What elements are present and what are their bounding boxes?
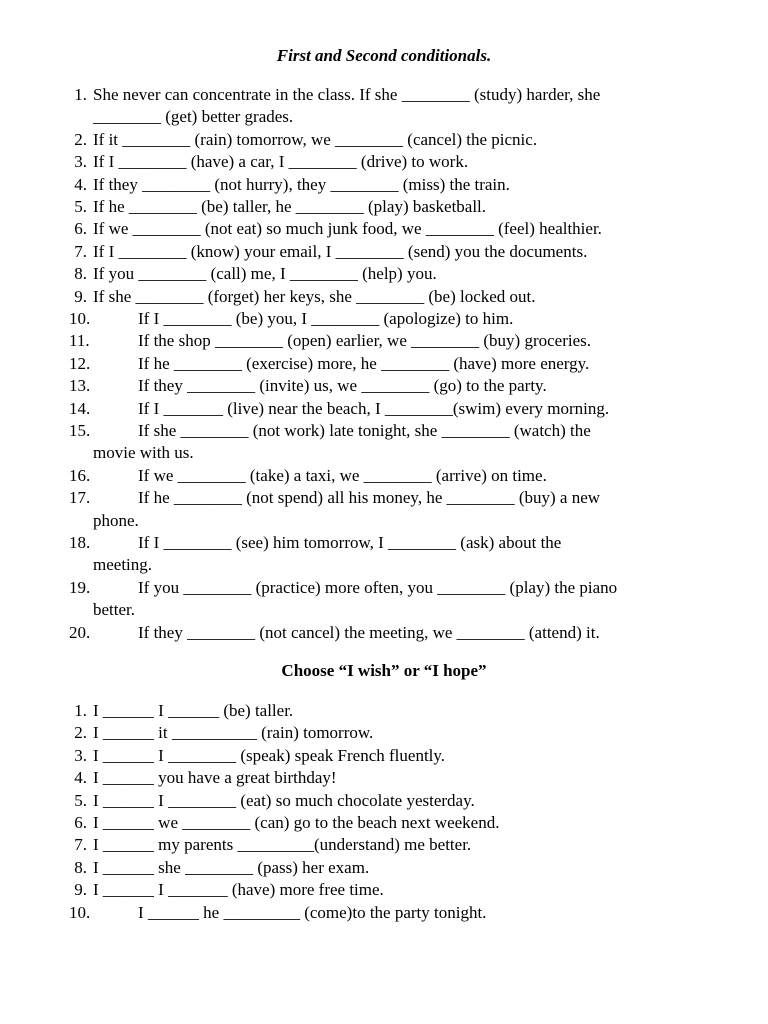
conditional-item-text: If they ________ (not cancel) the meeting, we ________ (attend) it. [138,622,600,642]
wish-item-text: I ______ he _________ (come)to the party tonight. [138,902,487,922]
wish-item-number: 9. [74,880,87,900]
conditional-item-text: If we ________ (take) a taxi, we ________ (arrive) on time. [138,465,547,485]
conditional-item-text: If she ________ (forget) her keys, she ________ (be) locked out. [93,286,536,306]
wish-item-number: 6. [74,813,87,832]
conditional-item-text: If we ________ (not eat) so much junk food, we ________ (feel) healthier. [93,219,602,239]
conditional-item-number: 10. [69,309,91,328]
wish-item-text: I ______ my parents _________(understand) me better. [93,835,472,855]
conditional-item-text: If I ________ (have) a car, I ________ (drive) to work. [93,152,469,172]
wish-item-number: 5. [74,790,87,810]
conditional-item-text: If I ________ (be) you, I ________ (apologize) to him. [138,309,514,328]
conditional-item-text-continued: ________ (get) better grades. [93,107,294,127]
conditional-item-number: 16. [69,465,91,485]
wish-item-number: 7. [74,835,87,855]
wish-item-number: 1. [74,701,87,720]
conditional-item-number: 11. [69,331,90,351]
wish-item-text: I ______ you have a great birthday! [93,768,337,788]
conditional-item-text: If he ________ (not spend) all his money, he ________ (buy) a new [138,488,601,508]
conditional-item-text-continued: meeting. [93,555,153,575]
wish-item-number: 2. [74,723,87,743]
conditional-item-number: 6. [74,219,87,239]
conditional-item-text: If I ________ (see) him tomorrow, I ________ (ask) about the [138,533,562,552]
wish-item-text: I ______ it __________ (rain) tomorrow. [93,723,374,743]
wish-item-number: 3. [74,745,87,765]
conditional-item-text: If I _______ (live) near the beach, I ________(swim) every morning. [138,398,610,418]
conditional-item-number: 19. [69,577,91,597]
wish-item-text: I ______ I ______ (be) taller. [93,701,294,720]
conditional-item-text-continued: phone. [93,510,139,530]
conditional-item-text: If you ________ (practice) more often, you ________ (play) the piano [138,577,618,597]
wish-item-text: I ______ I ________ (eat) so much chocolate yesterday. [93,790,475,810]
wish-item-text: I ______ she ________ (pass) her exam. [93,857,370,877]
conditional-item-text: She never can concentrate in the class. If she ________ (study) harder, she [93,85,601,104]
conditional-item-text: If they ________ (not hurry), they ________ (miss) the train. [93,174,510,194]
conditional-item-number: 2. [74,129,87,149]
conditional-item-text: If it ________ (rain) tomorrow, we ________ (cancel) the picnic. [93,129,538,149]
conditional-item-number: 1. [74,85,87,104]
conditional-item-text: If he ________ (exercise) more, he ________ (have) more energy. [138,353,590,373]
conditional-item-text: If you ________ (call) me, I ________ (help) you. [93,264,437,284]
wish-item-text: I ______ I ________ (speak) speak French fluently. [93,745,446,765]
conditional-item-number: 3. [74,152,87,172]
conditional-item-number: 15. [69,421,91,440]
wish-item-number: 4. [74,768,87,788]
conditional-item-number: 18. [69,533,91,552]
conditional-item-number: 13. [69,376,91,396]
conditional-item-number: 20. [69,622,91,642]
conditional-item-number: 12. [69,353,91,373]
conditional-item-number: 17. [69,488,91,508]
conditional-item-text: If she ________ (not work) late tonight, she ________ (watch) the [138,421,591,440]
section-title-conditionals: First and Second conditionals. [276,46,492,65]
conditional-item-number: 5. [74,197,87,216]
wish-item-number: 8. [74,857,87,877]
conditional-item-text: If they ________ (invite) us, we ________ (go) to the party. [138,376,547,396]
section-title-wish-hope: Choose “I wish” or “I hope” [281,661,487,680]
conditional-item-number: 4. [74,174,87,194]
conditional-item-text: If he ________ (be) taller, he ________ (play) basketball. [93,197,487,216]
conditional-item-text: If I ________ (know) your email, I ________ (send) you the documents. [93,241,588,261]
wish-item-text: I ______ I _______ (have) more free time. [93,880,384,900]
wish-item-text: I ______ we ________ (can) go to the beach next weekend. [93,813,500,832]
conditional-item-number: 8. [74,264,87,284]
conditional-item-text: If the shop ________ (open) earlier, we ________ (buy) groceries. [138,331,591,351]
conditional-item-text-continued: movie with us. [93,443,194,463]
conditional-item-number: 14. [69,398,91,418]
conditional-item-text-continued: better. [93,600,136,620]
conditional-item-number: 7. [74,241,87,261]
wish-item-number: 10. [69,902,91,922]
conditional-item-number: 9. [74,286,87,306]
